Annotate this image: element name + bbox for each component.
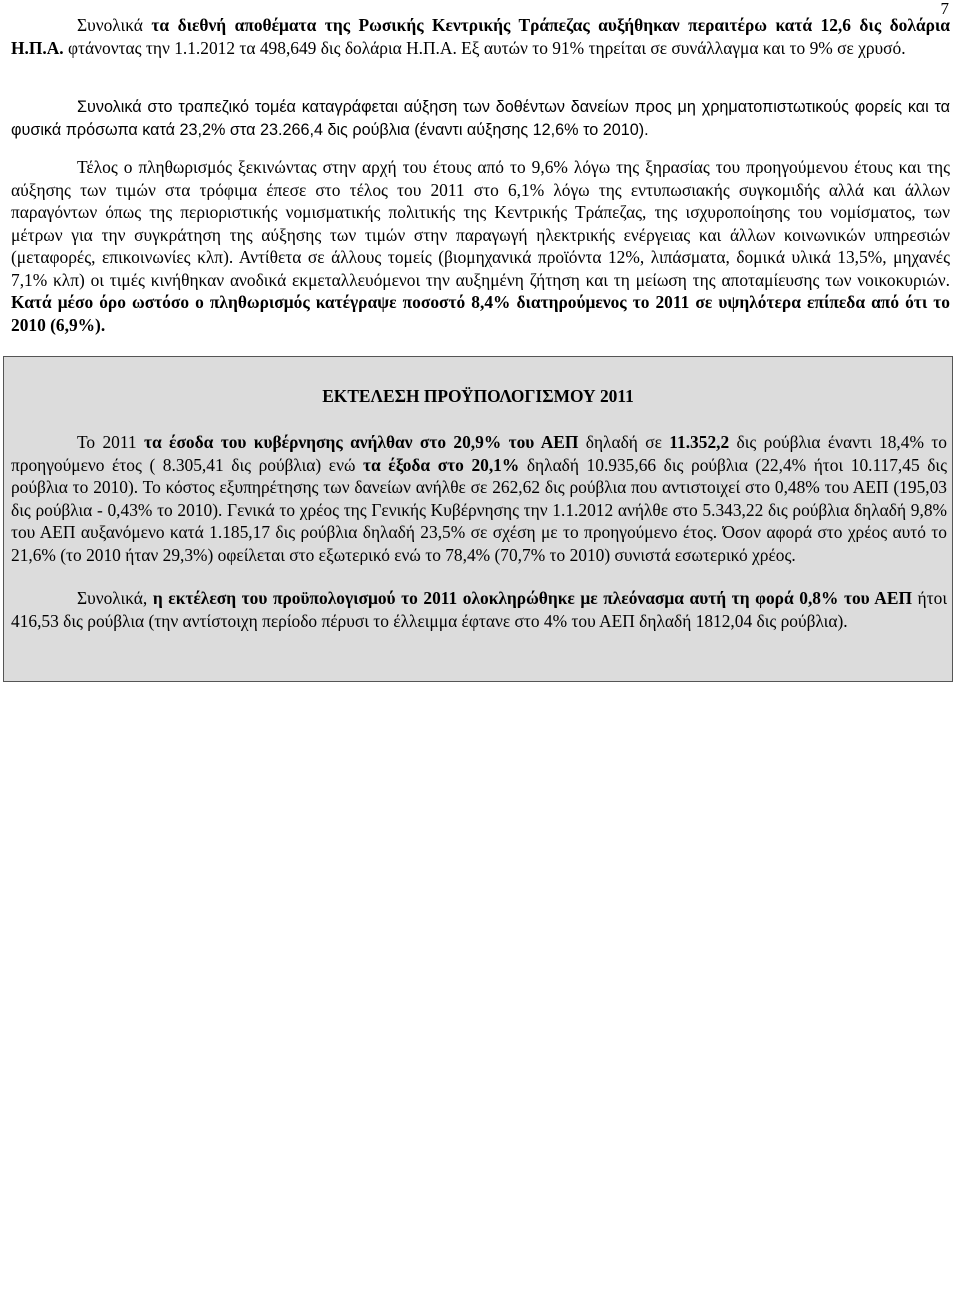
budget-bold-revenue: τα έσοδα του κυβέρνησης ανήλθαν στο 20,9% του ΑΕΠ bbox=[143, 432, 579, 452]
budget-text-2: δηλαδή σε bbox=[578, 432, 670, 452]
budget-text-4: δηλαδή 10.935,66 δις ρούβλια (22,4% ήτοι 10.117,45 δις ρούβλια το 2010). Το κόστος εξυπηρέτησης των δανείων ανήλθε σε 262,62 δις ρούβλια που αντιστοιχεί στο 0,48% του ΑΕΠ (195,03 δις ρούβλια - 0,43% το 2010). Γενικά το χρέος της Γενικής Κυβέρνησης την 1.1.2012 ανήλθε στο 5.343,22 δις ρούβλια δηλαδή 9,8% του ΑΕΠ αυξανόμενο κατά 1.185,17 δις ρούβλια δηλαδή 23,5% σε σχέση με το προηγούμενο έτος. Όσον αφορά στο χρέος αυτό το 21,6% (το 2010 ήταν 29,3%) οφείλεται στο εξωτερικό ενώ το 78,4% (70,7% το 2010) συνιστά εσωτερικό χρέος. bbox=[11, 454, 947, 565]
surplus-text-1: Συνολικά, bbox=[77, 588, 153, 608]
reserves-bold: τα διεθνή αποθέματα της Ρωσικής Κεντρικής Τράπεζας αυξήθηκαν περαιτέρω κατά 12,6 δις δολάρια Η.Π.Α. bbox=[11, 15, 951, 58]
paragraph-bank-loans bbox=[11, 96, 950, 141]
budget-bold-amount: 11.352,2 bbox=[669, 432, 730, 452]
budget-box-title: ΕΚΤΕΛΕΣΗ ΠΡΟΫΠΟΛΟΓΙΣΜΟΥ 2011 bbox=[322, 386, 634, 406]
loans-text: Συνολικά στο τραπεζικό τομέα καταγράφεται αύξηση των δοθέντων δανείων προς μη χρηματοπιστωτικούς φορείς και τα φυσικά πρόσωπα κατά 23,2% στα 23.266,4 δις ρούβλια (έναντι αύξησης 12,6% το 2010). bbox=[11, 98, 950, 139]
paragraph-reserves bbox=[11, 14, 950, 59]
inflation-text: Τέλος ο πληθωρισμός ξεκινώντας στην αρχή του έτους από το 9,6% λόγω της ξηρασίας του προηγούμενου έτους και της αύξησης των τιμών στα τρόφιμα έπεσε στο τέλος του 2011 στο 6,1% λόγω της εντυπωσιακής συγκομιδής αλλά και άλλων παραγόντων όπως της περιοριστικής νομισματικής πολιτικής της Κεντρικής Τράπεζας, της ισχυροποίησης του νομίσματος, των μέτρων για την συγκράτηση της αύξησης των τιμών στην παραγωγή ηλεκτρικής ενέργειας και άλλων κοινωνικών υπηρεσιών (μεταφορές, επικοινωνίες κλπ). Αντίθετα σε άλλους τομείς (βιομηχανικά προϊόντα 12%, λιπάσματα, δομικά υλικά 13,5%, μηχανές 7,1% κλπ) οι τιμές κινήθηκαν ανοδικά εκμεταλλευόμενοι την αυξημένη ζήτηση και τη μείωση της αποταμίευσης των νοικοκυριών. bbox=[11, 157, 950, 290]
page-number: 7 bbox=[940, 0, 949, 18]
paragraph-inflation bbox=[11, 156, 950, 336]
budget-text-3: δις ρούβλια έναντι 18,4% το προηγούμενο έτος ( 8.305,41 δις ρούβλια) ενώ bbox=[11, 432, 947, 475]
budget-text-1: Το 2011 bbox=[77, 432, 144, 452]
inflation-bold: Κατά μέσο όρο ωστόσο ο πληθωρισμός κατέγραψε ποσοστό 8,4% διατηρούμενος το 2011 σε υψηλότερα επίπεδα από ότι το 2010 (6,9%). bbox=[11, 292, 950, 335]
budget-bold-expenses: τα έξοδα στο 20,1% bbox=[362, 454, 520, 475]
budget-paragraph-revenue bbox=[11, 431, 947, 566]
surplus-text-2: ήτοι 416,53 δις ρούβλια (την αντίστοιχη περίοδο πέρυσι το έλλειμμα έφτανε στο 4% του ΑΕΠ δηλαδή 1812,04 δις ρούβλια). bbox=[11, 588, 948, 631]
reserves-text-2: φτάνοντας την 1.1.2012 τα 498,649 δις δολάρια Η.Π.Α. Εξ αυτών το 91% τηρείται σε συνάλλαγμα και το 9% σε χρυσό. bbox=[63, 37, 906, 58]
budget-execution-box bbox=[3, 356, 953, 682]
surplus-bold: η εκτέλεση του προϋπολογισμού το 2011 ολοκληρώθηκε με πλεόνασμα αυτή τη φορά 0,8% του ΑΕΠ bbox=[152, 588, 912, 608]
reserves-text-1: Συνολικά bbox=[77, 15, 152, 35]
budget-paragraph-surplus bbox=[11, 587, 947, 632]
